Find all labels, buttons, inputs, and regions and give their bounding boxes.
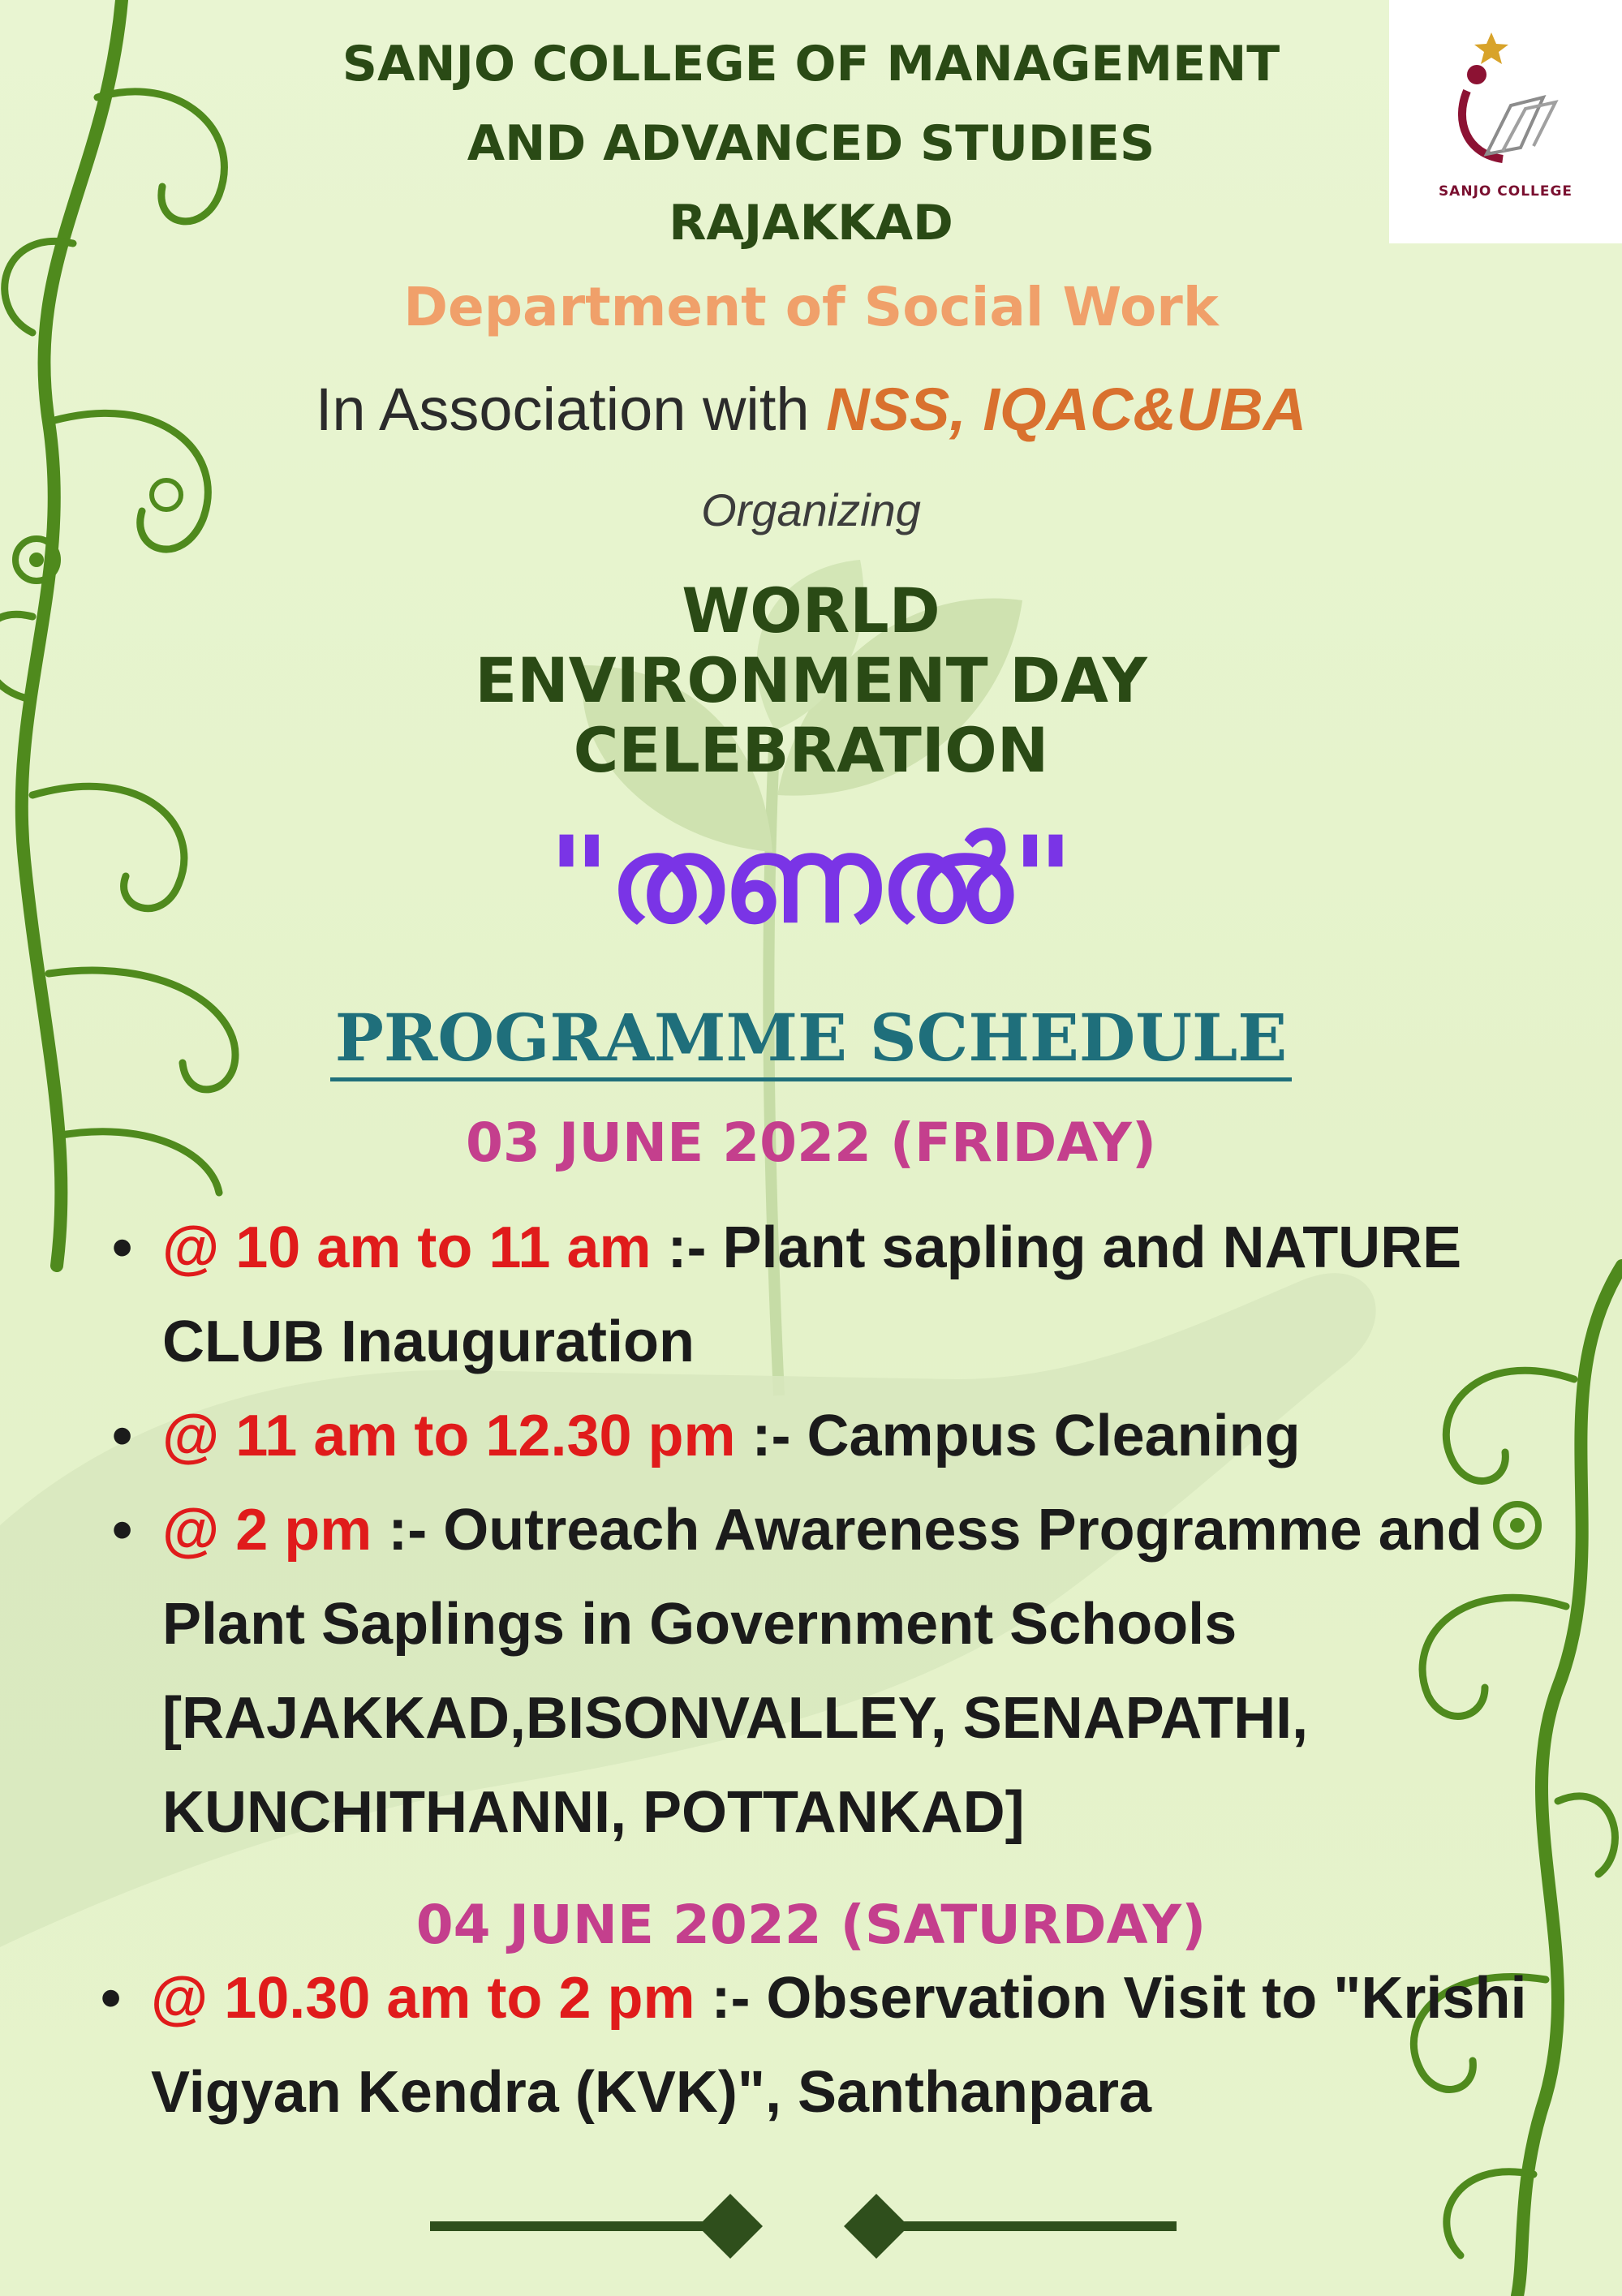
schedule-item [101,1951,1529,2139]
event-title [0,576,1622,785]
association-line [0,375,1622,444]
schedule-heading-text: PROGRAMME SCHEDULE [330,1000,1293,1081]
event-title-line-1: WORLD [682,574,940,647]
schedule-item-text: :- Plant sapling and NATURE CLUB Inauguration [162,1215,1462,1374]
organizing-label: Organizing [701,484,921,535]
schedule-item-time: @ 2 pm [162,1498,372,1563]
malayalam-title: "തണൽ" [548,811,1074,949]
college-name-line-2: AND ADVANCED STUDIES [467,115,1155,172]
day-1-date: 03 JUNE 2022 (FRIDAY) [465,1111,1157,1174]
logo-text: SANJO COLLEGE [1438,183,1573,200]
schedule-item-time: @ 10.30 am to 2 pm [151,1966,695,2031]
college-name-line-3: RAJAKKAD [669,195,953,252]
department-name: Department of Social Work [403,276,1219,338]
schedule-item [112,1389,1589,1483]
schedule-item-time: @ 11 am to 12.30 pm [162,1404,736,1468]
day-2-schedule-list [101,1951,1529,2139]
event-title-line-3: CELEBRATION [573,714,1049,786]
college-name-line-1: SANJO COLLEGE OF MANAGEMENT [342,36,1280,92]
schedule-item-time: @ 10 am to 11 am [162,1215,652,1280]
day-1-schedule-list [112,1201,1589,1860]
schedule-item [112,1483,1589,1860]
schedule-item [112,1201,1589,1389]
day-2-date: 04 JUNE 2022 (SATURDAY) [415,1894,1207,1956]
schedule-item-text: :- Outreach Awareness Programme and Plant Saplings in Government Schools [RAJAKKAD,BISONVALLEY, SENAPATHI, KUNCHITHANNI, POTTANKAD] [162,1498,1482,1845]
event-title-line-2: ENVIRONMENT DAY [475,644,1147,716]
association-partners: NSS, IQAC&UBA [826,376,1307,443]
association-prefix: In Association with [315,376,827,443]
bottom-divider [430,2194,1177,2259]
schedule-item-text: :- Observation Visit to "Krishi Vigyan Kendra (KVK)", Santhanpara [151,1966,1527,2125]
schedule-heading [0,1000,1622,1076]
schedule-item-text: :- Campus Cleaning [735,1404,1301,1468]
